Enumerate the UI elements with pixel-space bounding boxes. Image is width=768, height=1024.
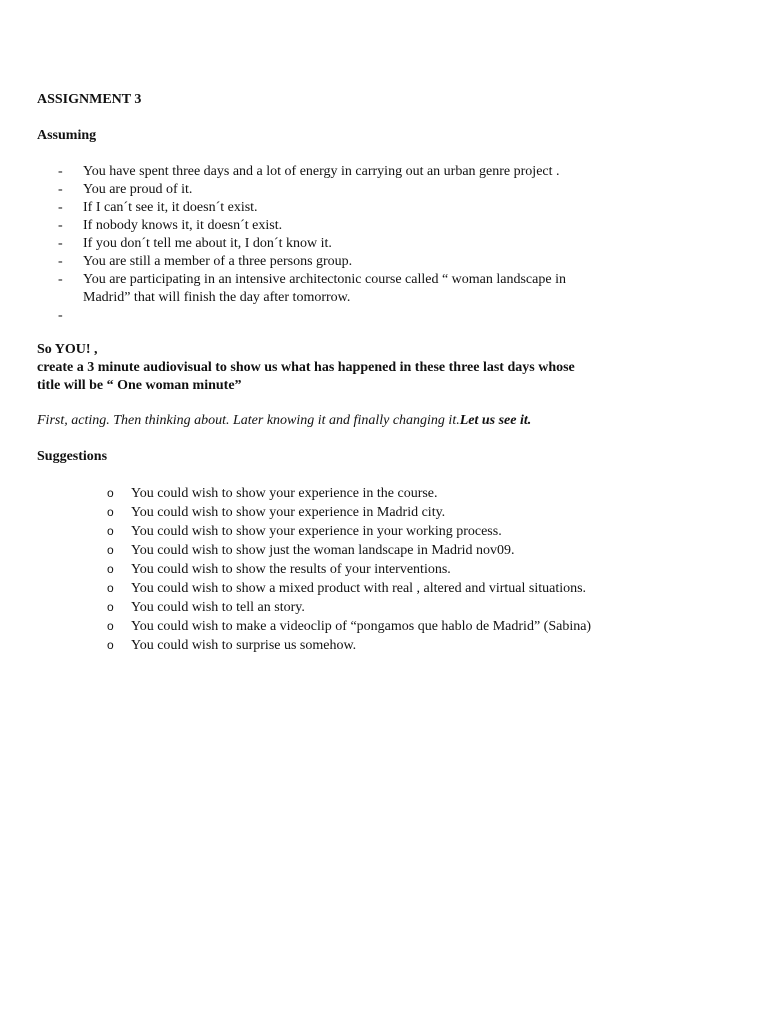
o-bullet: o	[107, 562, 114, 576]
o-bullet: o	[107, 600, 114, 614]
list-item	[107, 484, 607, 503]
list-item-text: You are proud of it.	[83, 182, 193, 197]
dash-bullet: -	[58, 308, 63, 323]
dash-bullet: -	[58, 200, 63, 215]
o-bullet: o	[107, 505, 114, 519]
suggestions-heading: Suggestions	[37, 449, 108, 464]
list-item	[107, 522, 607, 541]
assuming-list	[58, 163, 578, 323]
dash-bullet: -	[58, 272, 63, 287]
list-item-text: You have spent three days and a lot of energy in carrying out an urban genre project .	[83, 164, 560, 179]
o-bullet: o	[107, 524, 114, 538]
motto-emphasis: Let us see it.	[459, 413, 532, 428]
list-item	[107, 579, 607, 598]
dash-bullet: -	[58, 236, 63, 251]
dash-bullet: -	[58, 254, 63, 269]
list-item-text: You could wish to show your experience in your working process.	[131, 524, 502, 539]
list-item	[58, 235, 578, 253]
list-item-text: You could wish to surprise us somehow.	[131, 638, 357, 653]
list-item-text: You are participating in an intensive architectonic course called “ woman landscape in Madrid” that will finish the day after tomorrow.	[83, 272, 566, 305]
list-item	[107, 560, 607, 579]
list-item-text: If I can´t see it, it doesn´t exist.	[83, 200, 258, 215]
assignment-title: ASSIGNMENT 3	[37, 92, 142, 107]
list-item	[107, 541, 607, 560]
list-item	[58, 163, 578, 181]
list-item	[107, 503, 607, 522]
list-item-text: If nobody knows it, it doesn´t exist.	[83, 218, 283, 233]
list-item-text: You could wish to show your experience in Madrid city.	[131, 505, 446, 520]
list-item-text: You could wish to make a videoclip of “pongamos que hablo de Madrid” (Sabina)	[131, 619, 592, 634]
motto-text: First, acting. Then thinking about. Later knowing it and finally changing it.	[37, 413, 460, 428]
list-item-text: You could wish to show just the woman landscape in Madrid nov09.	[131, 543, 515, 558]
o-bullet: o	[107, 543, 114, 557]
list-item	[58, 199, 578, 217]
list-item	[107, 617, 607, 636]
assuming-heading: Assuming	[37, 128, 97, 143]
list-item	[107, 636, 607, 655]
o-bullet: o	[107, 581, 114, 595]
o-bullet: o	[107, 638, 114, 652]
list-item-text: You could wish to show a mixed product with real , altered and virtual situations.	[131, 581, 587, 596]
list-item-text: You could wish to show the results of your interventions.	[131, 562, 451, 577]
motto-line	[37, 412, 637, 430]
create-instruction: create a 3 minute audiovisual to show us what has happened in these three last days whose title will be “ One woman minute”	[37, 360, 575, 393]
so-you-line: So YOU! ,	[37, 342, 98, 357]
list-item-text: You are still a member of a three persons group.	[83, 254, 353, 269]
list-item	[58, 181, 578, 199]
list-item-text: You could wish to tell an story.	[131, 600, 305, 615]
suggestions-list	[107, 484, 607, 655]
list-item	[107, 598, 607, 617]
list-item	[58, 253, 578, 271]
dash-bullet: -	[58, 182, 63, 197]
dash-bullet: -	[58, 218, 63, 233]
o-bullet: o	[107, 619, 114, 633]
list-item	[58, 271, 578, 307]
list-item	[58, 217, 578, 235]
list-item-text: You could wish to show your experience in the course.	[131, 486, 438, 501]
dash-bullet: -	[58, 164, 63, 179]
list-item-text: If you don´t tell me about it, I don´t know it.	[83, 236, 332, 251]
o-bullet: o	[107, 486, 114, 500]
